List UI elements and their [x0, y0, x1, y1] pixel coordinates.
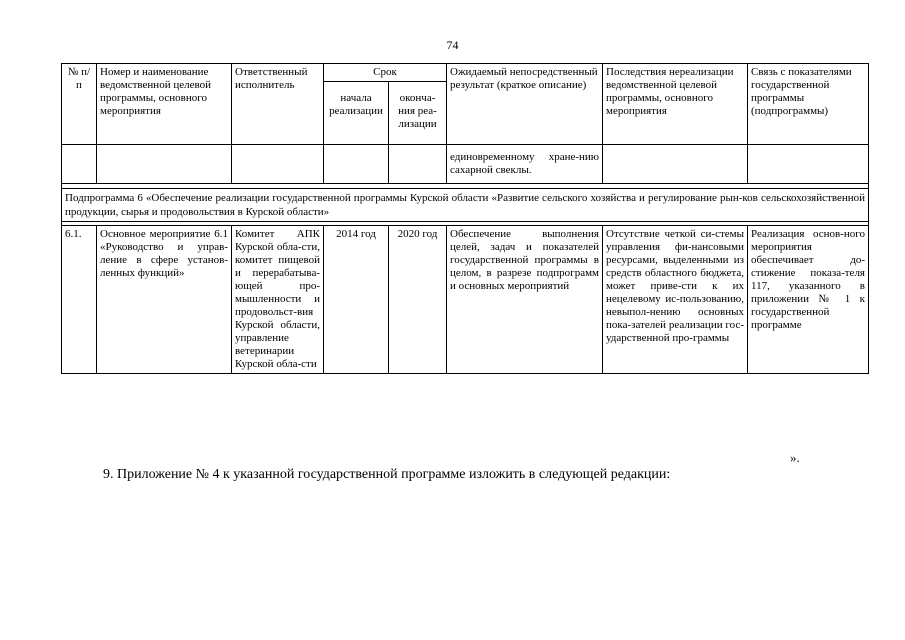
closing-quote: ».	[790, 450, 800, 465]
row-start: 2014 год	[324, 226, 389, 374]
continuation-row	[62, 145, 869, 184]
row-end: 2020 год	[389, 226, 447, 374]
program-table	[61, 63, 869, 374]
row-consequences: Отсутствие четкой си-стемы управления фи-нансовыми ресурсами, выделенными из средств областного бюджета, может приве-сти к их нецелевому ис-пользованию, невыпол-нению основных пока-зателей реализации гос-ударственной про-граммы	[603, 226, 748, 374]
row-expected: Обеспечение выполнения целей, задач и показателей государственной программы в целом, в разрезе подпрограмм и основных мероприятий	[447, 226, 603, 374]
header-num: № п/п	[62, 64, 97, 145]
table-row	[62, 226, 869, 374]
header-start: начала реализации	[324, 82, 389, 145]
continuation-expected: единовременному хране-нию сахарной свеклы.	[447, 145, 603, 184]
header-row	[62, 64, 869, 82]
row-responsible: Комитет АПК Курской обла-сти, комитет пищевой и перерабатыва-ющей про-мышленности и продовольст-вия Курской области, управление ветеринарии Курской обла-сти	[232, 226, 324, 374]
subprogram-title: Подпрограмма 6 «Обеспечение реализации государственной программы Курской области «Развитие сельского хозяйства и регулирование рын-ков сельскохозяйственной продукции, сырья и продовольствия в Курской области»	[62, 189, 869, 222]
header-responsible: Ответственный исполнитель	[232, 64, 324, 145]
header-end: оконча-ния реа-лизации	[389, 82, 447, 145]
header-consequences: Последствия нереализации ведомственной целевой программы, основного мероприятия	[603, 64, 748, 145]
header-name: Номер и наименование ведомственной целевой программы, основного мероприятия	[97, 64, 232, 145]
bottom-paragraph: 9. Приложение № 4 к указанной государственной программе изложить в следующей редакции:	[103, 467, 671, 482]
header-term: Срок	[324, 64, 447, 82]
row-num: 6.1.	[62, 226, 97, 374]
header-link: Связь с показателями государственной программы (подпрограммы)	[748, 64, 869, 145]
header-expected: Ожидаемый непосредственный результат (краткое описание)	[447, 64, 603, 145]
row-name: Основное мероприятие 6.1 «Руководство и управ-ление в сфере установ-ленных функций»	[97, 226, 232, 374]
subprogram-row	[62, 189, 869, 222]
row-link: Реализация основ-ного мероприятия обеспечивает до-стижение показа-теля 117, указанного в приложении № 1 к государственной программе	[748, 226, 869, 374]
page-number: 74	[446, 38, 459, 52]
